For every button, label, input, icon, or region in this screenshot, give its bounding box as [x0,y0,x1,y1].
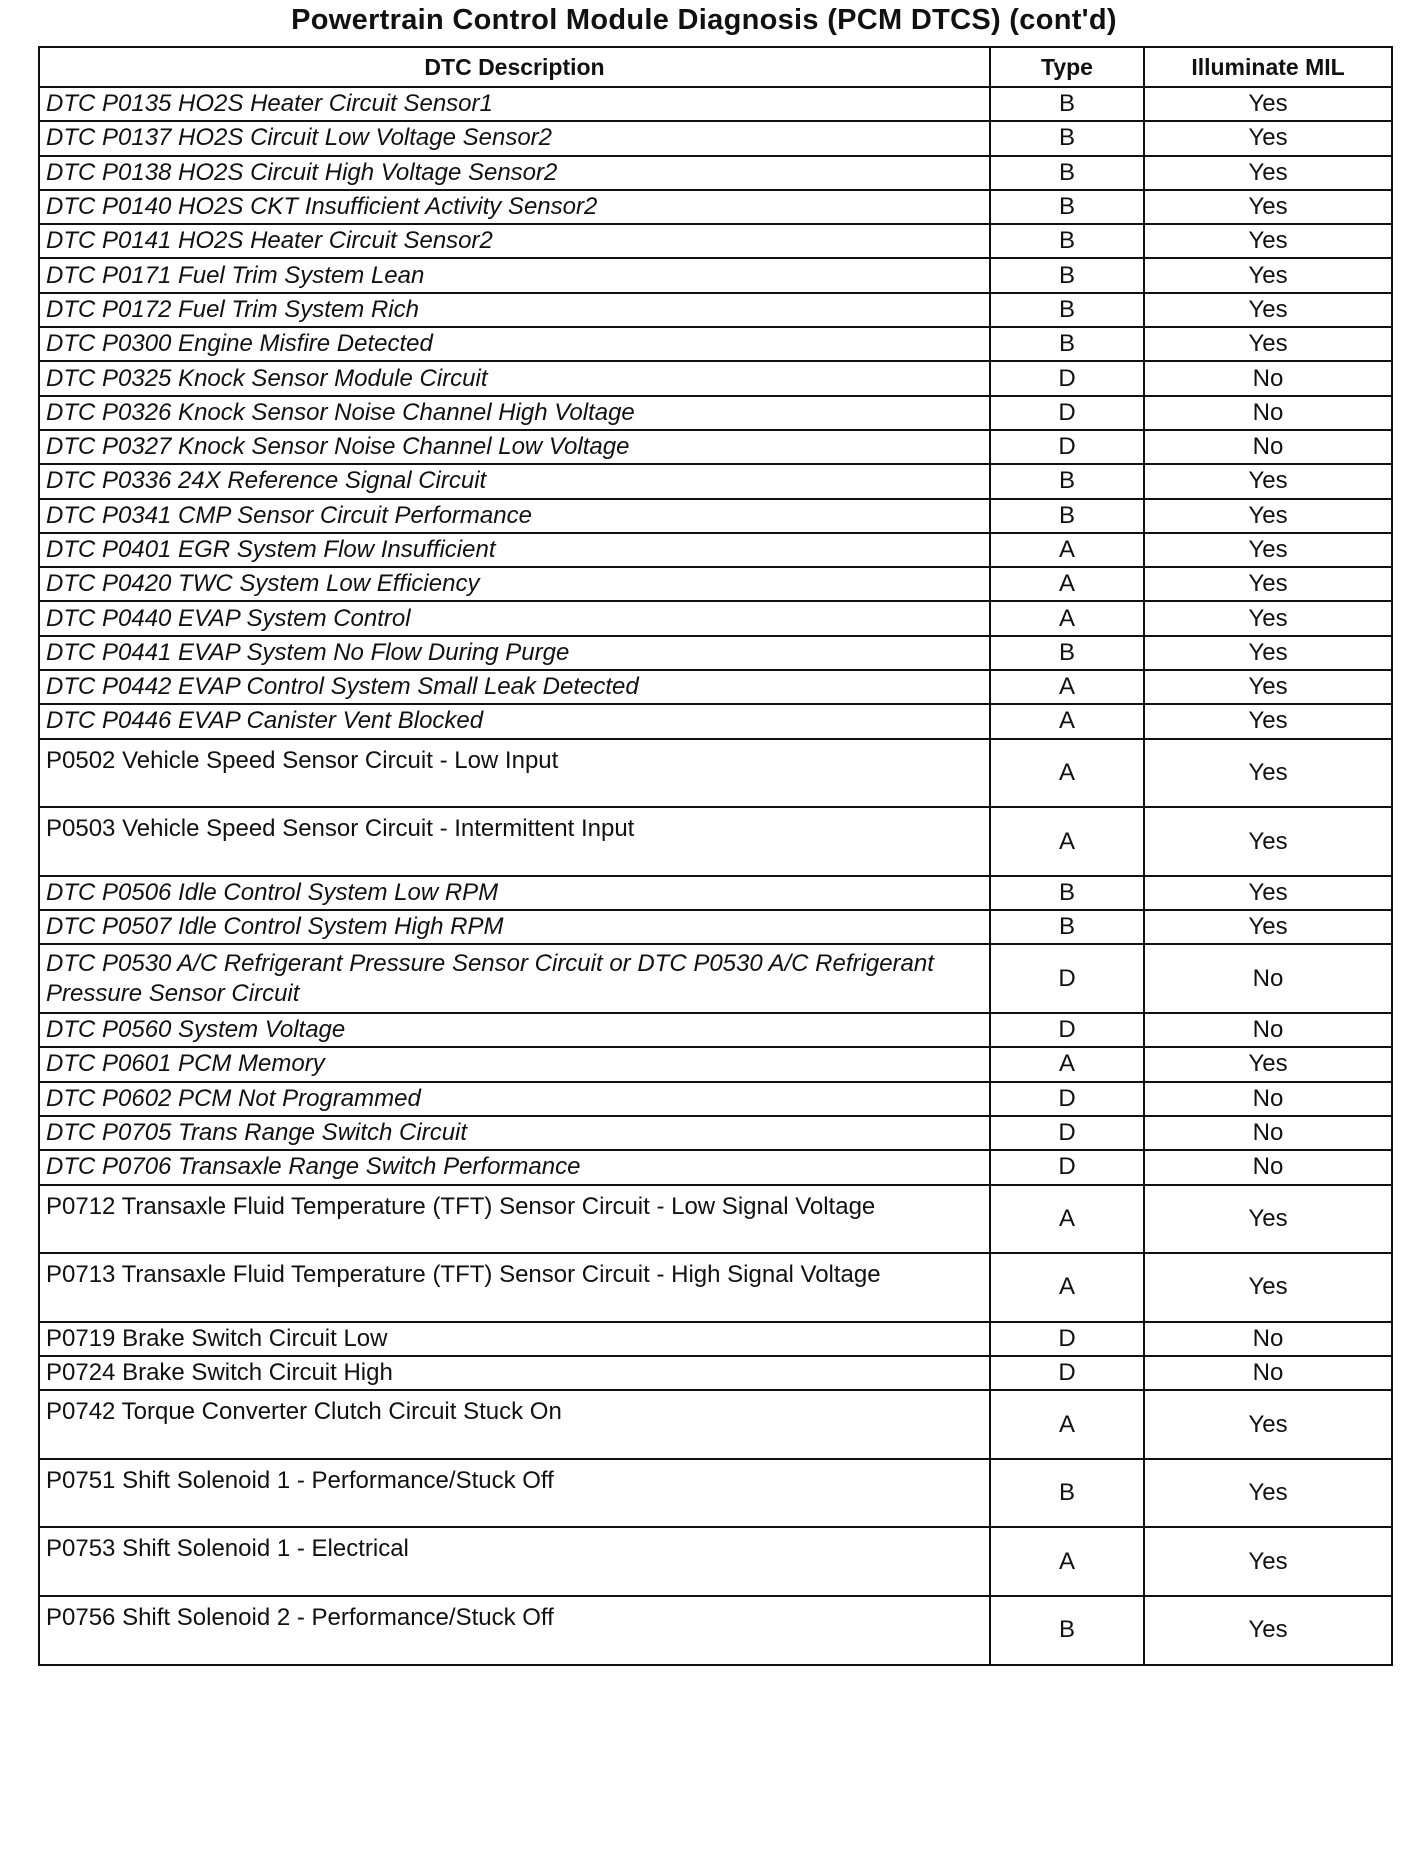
dtc-type-cell: A [990,533,1144,567]
table-row [39,1527,1392,1596]
dtc-description-cell: P0724 Brake Switch Circuit High [39,1356,990,1390]
table-row [39,121,1392,155]
dtc-type-cell: A [990,704,1144,738]
dtc-description-cell: DTC P0420 TWC System Low Efficiency [39,567,990,601]
illuminate-mil-cell: Yes [1144,1527,1392,1596]
table-row [39,1082,1392,1116]
dtc-description-cell: DTC P0706 Transaxle Range Switch Performance [39,1150,990,1184]
dtc-description-cell: DTC P0326 Knock Sensor Noise Channel High Voltage [39,396,990,430]
dtc-type-cell: B [990,1596,1144,1665]
dtc-description-cell: DTC P0135 HO2S Heater Circuit Sensor1 [39,87,990,121]
dtc-description-cell: P0712 Transaxle Fluid Temperature (TFT) Sensor Circuit - Low Signal Voltage [39,1185,990,1254]
dtc-type-cell: D [990,1013,1144,1047]
dtc-type-cell: B [990,258,1144,292]
illuminate-mil-cell: Yes [1144,704,1392,738]
dtc-type-cell: B [990,87,1144,121]
dtc-description-cell: DTC P0601 PCM Memory [39,1047,990,1081]
table-row [39,1185,1392,1254]
dtc-description-cell: DTC P0300 Engine Misfire Detected [39,327,990,361]
table-row [39,601,1392,635]
table-row [39,156,1392,190]
dtc-description-cell: DTC P0341 CMP Sensor Circuit Performance [39,499,990,533]
dtc-description-cell: P0751 Shift Solenoid 1 - Performance/Stuck Off [39,1459,990,1528]
table-row [39,1253,1392,1322]
illuminate-mil-cell: No [1144,1116,1392,1150]
dtc-description-cell: DTC P0336 24X Reference Signal Circuit [39,464,990,498]
page-title: Powertrain Control Module Diagnosis (PCM DTCS) (cont'd) [291,4,1117,36]
dtc-description-cell: DTC P0530 A/C Refrigerant Pressure Sensor Circuit or DTC P0530 A/C Refrigerant Pressure Sensor Circuit [39,944,990,1013]
illuminate-mil-cell: Yes [1144,464,1392,498]
dtc-type-cell: B [990,190,1144,224]
table-row [39,739,1392,808]
table-row [39,293,1392,327]
dtc-description-cell: P0742 Torque Converter Clutch Circuit Stuck On [39,1390,990,1459]
illuminate-mil-cell: Yes [1144,1047,1392,1081]
table-row [39,567,1392,601]
table-row [39,910,1392,944]
illuminate-mil-cell: Yes [1144,739,1392,808]
dtc-description-cell: DTC P0138 HO2S Circuit High Voltage Sensor2 [39,156,990,190]
dtc-type-cell: B [990,876,1144,910]
illuminate-mil-cell: Yes [1144,1596,1392,1665]
table-row [39,396,1392,430]
illuminate-mil-cell: Yes [1144,1253,1392,1322]
illuminate-mil-cell: No [1144,1322,1392,1356]
illuminate-mil-cell: Yes [1144,567,1392,601]
dtc-type-cell: D [990,361,1144,395]
dtc-type-cell: B [990,121,1144,155]
dtc-type-cell: A [990,567,1144,601]
dtc-description-cell: P0753 Shift Solenoid 1 - Electrical [39,1527,990,1596]
dtc-type-cell: B [990,1459,1144,1528]
dtc-description-cell: P0719 Brake Switch Circuit Low [39,1322,990,1356]
dtc-type-cell: B [990,636,1144,670]
dtc-description-cell: DTC P0325 Knock Sensor Module Circuit [39,361,990,395]
dtc-description-cell: DTC P0140 HO2S CKT Insufficient Activity Sensor2 [39,190,990,224]
dtc-description-cell: DTC P0602 PCM Not Programmed [39,1082,990,1116]
illuminate-mil-cell: Yes [1144,670,1392,704]
illuminate-mil-cell: Yes [1144,1185,1392,1254]
dtc-description-cell: DTC P0440 EVAP System Control [39,601,990,635]
dtc-type-cell: D [990,1116,1144,1150]
illuminate-mil-cell: Yes [1144,190,1392,224]
dtc-type-cell: D [990,1322,1144,1356]
dtc-type-cell: A [990,807,1144,876]
table-row [39,1356,1392,1390]
dtc-description-cell: DTC P0172 Fuel Trim System Rich [39,293,990,327]
table-row [39,1047,1392,1081]
illuminate-mil-cell: Yes [1144,258,1392,292]
dtc-description-cell: P0713 Transaxle Fluid Temperature (TFT) Sensor Circuit - High Signal Voltage [39,1253,990,1322]
dtc-description-cell: DTC P0705 Trans Range Switch Circuit [39,1116,990,1150]
dtc-description-cell: DTC P0446 EVAP Canister Vent Blocked [39,704,990,738]
column-header-type: Type [990,47,1144,87]
dtc-type-cell: D [990,396,1144,430]
illuminate-mil-cell: Yes [1144,601,1392,635]
dtc-type-cell: D [990,1082,1144,1116]
illuminate-mil-cell: Yes [1144,499,1392,533]
table-row [39,87,1392,121]
table-row [39,430,1392,464]
illuminate-mil-cell: No [1144,396,1392,430]
dtc-description-cell: DTC P0442 EVAP Control System Small Leak Detected [39,670,990,704]
dtc-type-cell: A [990,1527,1144,1596]
table-header-row [39,47,1392,87]
illuminate-mil-cell: Yes [1144,533,1392,567]
dtc-type-cell: B [990,293,1144,327]
dtc-description-cell: DTC P0560 System Voltage [39,1013,990,1047]
table-row [39,1459,1392,1528]
illuminate-mil-cell: Yes [1144,636,1392,670]
dtc-type-cell: B [990,224,1144,258]
table-row [39,807,1392,876]
table-row [39,1596,1392,1665]
illuminate-mil-cell: No [1144,1150,1392,1184]
illuminate-mil-cell: Yes [1144,293,1392,327]
table-row [39,670,1392,704]
dtc-description-cell: P0503 Vehicle Speed Sensor Circuit - Intermittent Input [39,807,990,876]
dtc-description-cell: P0502 Vehicle Speed Sensor Circuit - Low Input [39,739,990,808]
illuminate-mil-cell: Yes [1144,224,1392,258]
illuminate-mil-cell: No [1144,1082,1392,1116]
dtc-type-cell: A [990,670,1144,704]
illuminate-mil-cell: No [1144,1013,1392,1047]
column-header-description: DTC Description [39,47,990,87]
table-row [39,1390,1392,1459]
table-row [39,258,1392,292]
table-row [39,876,1392,910]
table-row [39,1322,1392,1356]
dtc-type-cell: B [990,464,1144,498]
table-body [39,87,1392,1665]
illuminate-mil-cell: Yes [1144,121,1392,155]
dtc-description-cell: P0756 Shift Solenoid 2 - Performance/Stuck Off [39,1596,990,1665]
table-row [39,533,1392,567]
dtc-type-cell: A [990,1253,1144,1322]
dtc-type-cell: B [990,499,1144,533]
table-row [39,464,1392,498]
table-row [39,944,1392,1013]
dtc-type-cell: B [990,156,1144,190]
dtc-type-cell: D [990,944,1144,1013]
dtc-type-cell: B [990,327,1144,361]
illuminate-mil-cell: No [1144,430,1392,464]
dtc-type-cell: A [990,1390,1144,1459]
illuminate-mil-cell: Yes [1144,87,1392,121]
illuminate-mil-cell: No [1144,944,1392,1013]
table-row [39,1150,1392,1184]
table-row [39,224,1392,258]
dtc-table [38,46,1393,1666]
table-row [39,704,1392,738]
illuminate-mil-cell: Yes [1144,156,1392,190]
dtc-description-cell: DTC P0171 Fuel Trim System Lean [39,258,990,292]
table-row [39,190,1392,224]
table-row [39,1116,1392,1150]
dtc-description-cell: DTC P0441 EVAP System No Flow During Purge [39,636,990,670]
table-row [39,361,1392,395]
dtc-type-cell: A [990,1047,1144,1081]
dtc-description-cell: DTC P0141 HO2S Heater Circuit Sensor2 [39,224,990,258]
dtc-type-cell: A [990,739,1144,808]
illuminate-mil-cell: No [1144,361,1392,395]
dtc-type-cell: A [990,1185,1144,1254]
column-header-illuminate-mil: Illuminate MIL [1144,47,1392,87]
illuminate-mil-cell: Yes [1144,1459,1392,1528]
table-row [39,1013,1392,1047]
table-row [39,327,1392,361]
dtc-type-cell: B [990,910,1144,944]
illuminate-mil-cell: Yes [1144,876,1392,910]
illuminate-mil-cell: Yes [1144,327,1392,361]
table-row [39,499,1392,533]
dtc-type-cell: D [990,430,1144,464]
table-row [39,636,1392,670]
illuminate-mil-cell: Yes [1144,1390,1392,1459]
dtc-type-cell: A [990,601,1144,635]
dtc-description-cell: DTC P0327 Knock Sensor Noise Channel Low Voltage [39,430,990,464]
illuminate-mil-cell: Yes [1144,807,1392,876]
dtc-type-cell: D [990,1356,1144,1390]
illuminate-mil-cell: No [1144,1356,1392,1390]
illuminate-mil-cell: Yes [1144,910,1392,944]
dtc-description-cell: DTC P0137 HO2S Circuit Low Voltage Sensor2 [39,121,990,155]
dtc-description-cell: DTC P0507 Idle Control System High RPM [39,910,990,944]
dtc-description-cell: DTC P0401 EGR System Flow Insufficient [39,533,990,567]
dtc-description-cell: DTC P0506 Idle Control System Low RPM [39,876,990,910]
dtc-type-cell: D [990,1150,1144,1184]
